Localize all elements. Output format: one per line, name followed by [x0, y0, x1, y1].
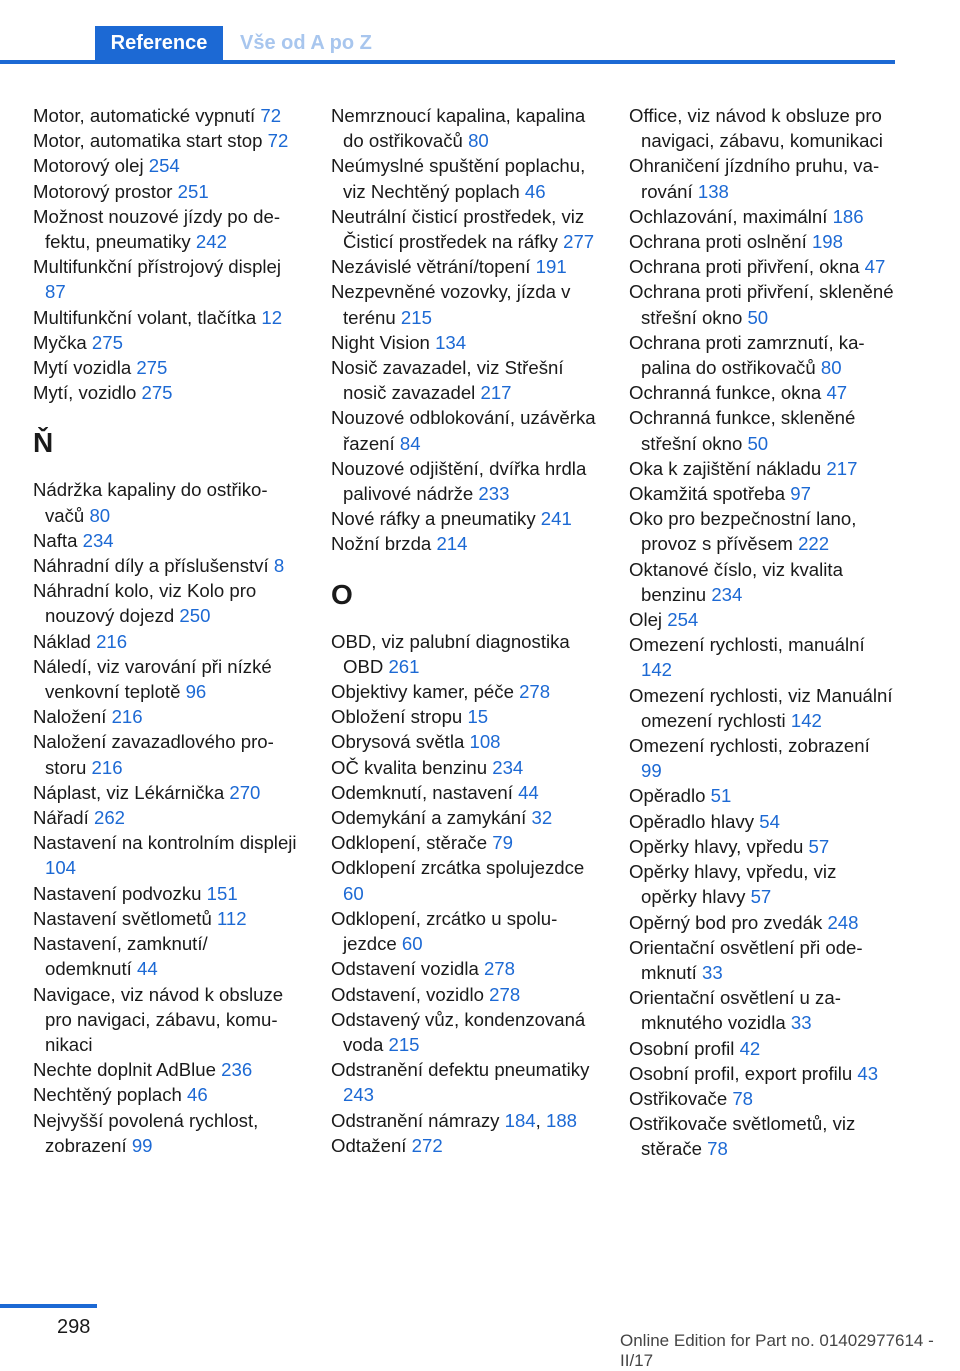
index-entry-term: Ostřikovače světlometů, viz stěrače — [629, 1113, 856, 1160]
page-reference-link[interactable]: 46 — [187, 1084, 208, 1106]
index-entry — [331, 679, 596, 704]
index-entry-term: Odstranění námrazy — [331, 1109, 500, 1131]
page-reference-link[interactable]: 191 — [535, 256, 567, 278]
index-entry — [331, 830, 596, 855]
footer-edition: Online Edition for Part no. 01402977614 - II/17 — [620, 1331, 934, 1370]
index-entry — [629, 1036, 894, 1061]
index-entry-term: Nezávislé větrání/topení — [331, 256, 531, 278]
page-reference-link[interactable]: 80 — [820, 357, 842, 379]
page-reference-link[interactable]: 15 — [467, 706, 489, 728]
index-entry — [33, 1057, 298, 1082]
page-reference-link[interactable]: 43 — [857, 1062, 879, 1084]
page-reference-link[interactable]: 78 — [732, 1087, 754, 1109]
index-entry — [331, 1057, 596, 1107]
index-entry-term: Odstavený vůz, kondenzovaná voda — [331, 1008, 586, 1055]
page-reference-link[interactable]: 60 — [401, 933, 423, 955]
page-reference-link[interactable]: 275 — [136, 357, 168, 379]
index-entry — [629, 103, 894, 153]
page-reference-link[interactable]: 47 — [826, 382, 848, 404]
page-reference-link[interactable]: 42 — [739, 1037, 761, 1059]
index-entry-term: Orientační osvětlení při odemknutí — [629, 936, 863, 983]
page-reference-link[interactable]: 80 — [468, 130, 489, 152]
index-entry — [33, 654, 298, 704]
page-reference-link[interactable]: 275 — [91, 331, 123, 353]
index-entry-term: Nafta — [33, 529, 78, 551]
section-letter: Ň — [33, 427, 54, 459]
page-reference-link[interactable]: 78 — [707, 1138, 728, 1160]
index-entry — [629, 1061, 894, 1086]
index-entry — [33, 380, 298, 405]
index-entry — [331, 982, 596, 1007]
page-reference-link[interactable]: 234 — [711, 583, 743, 605]
index-entry-term: Náhradní díly a příslušenství — [33, 555, 269, 577]
page-reference-link[interactable]: 12 — [261, 306, 283, 328]
index-entry — [33, 254, 298, 304]
page-reference-link[interactable]: 248 — [827, 911, 859, 933]
page-reference-link[interactable]: 241 — [540, 508, 572, 530]
page-reference-link[interactable]: 57 — [808, 835, 830, 857]
page-reference-link[interactable]: 44 — [137, 958, 158, 980]
page-reference-link[interactable]: 134 — [435, 331, 467, 353]
index-entry — [33, 982, 298, 1058]
index-entry-term: Náledí, viz varování při nízké venkovní teplotě — [33, 655, 272, 703]
index-entry-term: Nastavení světlometů — [33, 907, 212, 929]
index-entry — [33, 906, 298, 931]
index-entry — [629, 153, 894, 203]
index-entry-term: Motor, automatika start stop — [33, 130, 263, 152]
index-entry — [629, 910, 894, 935]
page-reference-link[interactable]: 236 — [221, 1059, 253, 1081]
page-reference-link[interactable]: 216 — [96, 630, 128, 652]
index-entry — [629, 405, 894, 455]
index-entry-term: Odklopení, stěrače — [331, 832, 488, 854]
index-entry — [629, 683, 894, 733]
page-reference-link[interactable]: 278 — [483, 958, 515, 980]
page-reference-link[interactable]: 184 — [504, 1109, 536, 1131]
index-entry — [331, 405, 596, 455]
index-entry — [331, 254, 596, 279]
index-entry — [331, 531, 596, 556]
index-entry-term: Multifunkční přístrojový displej — [33, 256, 282, 278]
index-entry-term: Odemknutí, nastavení — [331, 781, 513, 803]
index-entry — [331, 103, 596, 153]
index-entry — [629, 632, 894, 682]
header — [0, 0, 895, 64]
index-entry — [33, 805, 298, 830]
index-entry-term: Odklopení, zrcátko u spolujezdce — [331, 907, 558, 955]
page-reference-link[interactable]: 33 — [790, 1012, 812, 1034]
index-entry — [629, 456, 894, 481]
index-column-3 — [629, 103, 894, 1162]
page-reference-link[interactable]: 32 — [531, 807, 553, 829]
index-entry-term: Omezení rychlosti, zobrazení — [629, 735, 870, 757]
page-reference-link[interactable]: 108 — [469, 731, 501, 753]
index-entry — [331, 1133, 596, 1158]
index-entry-term: Oko pro bezpečnostní lano, provoz s přívěsem — [629, 508, 857, 555]
index-entry — [33, 1108, 298, 1158]
page-reference-link[interactable]: 217 — [480, 382, 512, 404]
page-reference-link[interactable]: 84 — [399, 432, 421, 454]
index-entry-term: Omezení rychlosti, manuální — [629, 634, 865, 656]
index-entry-term: Nastavení na kontrolním displeji — [33, 832, 297, 854]
index-entry — [331, 456, 596, 506]
index-entry-term: Ochlazování, maximální — [629, 205, 828, 227]
index-entry-term: Obrysová světla — [331, 731, 465, 753]
index-entry — [629, 204, 894, 229]
index-entry-term: Odtažení — [331, 1134, 407, 1156]
index-entry-term: Nouzové odblokování, uzávěrka řazení — [331, 407, 596, 454]
index-entry-term: Opěrky hlavy, vpředu, viz opěrky hlavy — [629, 861, 837, 908]
index-entry-term: Nožní brzda — [331, 533, 432, 555]
page-reference-link[interactable]: 278 — [519, 681, 551, 703]
index-entry — [629, 1086, 894, 1111]
page-reference-link[interactable]: 46 — [524, 180, 546, 202]
index-entry — [629, 330, 894, 380]
index-entry-term: Naložení — [33, 706, 107, 728]
page-reference-link[interactable]: 243 — [343, 1084, 375, 1106]
page-reference-link[interactable]: 8 — [273, 555, 285, 577]
index-entry — [33, 830, 298, 880]
page-reference-link[interactable]: 151 — [206, 882, 238, 904]
index-entry — [629, 607, 894, 632]
index-entry — [33, 179, 298, 204]
page-reference-link[interactable]: 44 — [518, 781, 539, 803]
index-entry — [331, 355, 596, 405]
index-entry-term: Nemrznoucí kapalina, kapalina do ostřikovačů — [331, 105, 586, 152]
index-entry-term: Oka k zajištění nákladu — [629, 457, 822, 479]
index-entry — [33, 128, 298, 153]
index-entry-term: Odstranění defektu pneumatiky — [331, 1059, 590, 1081]
index-entry-term: Opěradlo hlavy — [629, 810, 755, 832]
index-entry — [629, 229, 894, 254]
index-entry — [331, 704, 596, 729]
page-reference-link[interactable]: 214 — [436, 533, 468, 555]
page-reference-link[interactable]: 186 — [832, 205, 864, 227]
page-reference-link[interactable]: 80 — [89, 504, 111, 526]
index-entry-term: Nastavení podvozku — [33, 882, 202, 904]
index-entry — [33, 103, 298, 128]
section-letter: O — [331, 578, 353, 610]
index-entry-term: Omezení rychlosti, viz Manuální omezení rychlosti — [629, 684, 893, 731]
tab-reference[interactable]: Reference — [95, 26, 223, 60]
page-reference-link[interactable]: 278 — [489, 983, 521, 1005]
index-entry — [33, 931, 298, 981]
page-reference-link[interactable]: 50 — [747, 432, 769, 454]
index-entry-term: Ochrana proti přivření, skleněné střešní okno — [629, 281, 894, 328]
index-entry-term: Olej — [629, 609, 663, 631]
index-entry-term: Okamžitá spotřeba — [629, 483, 786, 505]
page-reference-link[interactable]: 87 — [45, 281, 66, 303]
index-entry-term: Nezpevněné vozovky, jízda v terénu — [331, 281, 571, 328]
index-entry-term: Opěrný bod pro zvedák — [629, 911, 823, 933]
page-reference-link[interactable]: 277 — [563, 231, 595, 253]
index-entry-term: Multifunkční volant, tlačítka — [33, 306, 257, 328]
index-entry — [331, 805, 596, 830]
page-reference-link[interactable]: 270 — [229, 781, 261, 803]
index-entry — [331, 629, 596, 679]
index-entry — [629, 506, 894, 556]
page-reference-link[interactable]: 138 — [697, 180, 729, 202]
page-reference-link[interactable]: 251 — [177, 180, 209, 202]
page-reference-link[interactable]: 57 — [750, 886, 772, 908]
index-entry-term: Neúmyslné spuštění poplachu, viz Nechtěný poplach — [331, 155, 586, 202]
index-entry-term: Nechtěný poplach — [33, 1084, 182, 1106]
page-reference-link[interactable]: 60 — [343, 882, 364, 904]
page-reference-link[interactable]: 54 — [759, 810, 780, 832]
index-entry-term: Naložení zavazadlového prostoru — [33, 731, 274, 778]
index-entry — [331, 780, 596, 805]
index-entry-term: Ochrana proti oslnění — [629, 231, 807, 253]
index-entry-term: Oktanové číslo, viz kvalita benzinu — [629, 558, 843, 605]
page-reference-link[interactable]: 275 — [141, 382, 173, 404]
index-entry — [629, 859, 894, 909]
index-entry — [629, 935, 894, 985]
index-entry — [331, 506, 596, 531]
tab-all-a-to-z[interactable]: Vše od A po Z — [240, 32, 372, 54]
index-entry-term: Nastavení, zamknutí/ odemknutí — [33, 933, 208, 980]
page-reference-link[interactable]: 50 — [747, 306, 769, 328]
index-entry-term: Night Vision — [331, 331, 430, 353]
index-entry — [33, 780, 298, 805]
index-entry-term: Osobní profil, export profilu — [629, 1062, 853, 1084]
header-rule — [0, 60, 895, 64]
index-entry — [331, 755, 596, 780]
index-entry — [33, 477, 298, 527]
index-entry-term: Ostřikovače — [629, 1087, 728, 1109]
page-reference-link[interactable]: 215 — [400, 306, 432, 328]
index-entry — [331, 153, 596, 203]
index-entry — [629, 481, 894, 506]
index-entry-term: Opěrky hlavy, vpředu — [629, 835, 804, 857]
page-reference-link[interactable]: 47 — [864, 256, 886, 278]
page-reference-link[interactable]: 216 — [91, 756, 123, 778]
page-reference-link[interactable]: 142 — [790, 709, 822, 731]
page-reference-link[interactable]: 79 — [492, 832, 513, 854]
index-entry — [629, 254, 894, 279]
index-entry-term: Opěradlo — [629, 785, 706, 807]
index-column-2 — [331, 103, 596, 1158]
page-reference-link[interactable]: 72 — [267, 130, 289, 152]
index-entry — [33, 553, 298, 578]
page-reference-link[interactable]: 215 — [388, 1033, 420, 1055]
index-entry-term: Motorový prostor — [33, 180, 173, 202]
index-entry — [33, 330, 298, 355]
index-column-1 — [33, 103, 298, 1158]
page-reference-link[interactable]: 97 — [790, 483, 811, 505]
index-entry-term: Nosič zavazadel, viz Střešní nosič zavazadel — [331, 357, 564, 404]
page-reference-link[interactable]: 217 — [826, 457, 858, 479]
index-entry — [33, 153, 298, 178]
index-entry — [331, 956, 596, 981]
index-entry — [33, 305, 298, 330]
page-reference-link[interactable]: 254 — [667, 609, 699, 631]
page-reference-link[interactable]: 234 — [82, 529, 114, 551]
index-entry-term: Motorový olej — [33, 155, 144, 177]
page-number-rule — [0, 1304, 97, 1308]
page-reference-link[interactable]: 233 — [478, 483, 510, 505]
index-entry — [331, 729, 596, 754]
index-entry — [33, 881, 298, 906]
page-reference-link[interactable]: 198 — [811, 231, 843, 253]
index-entry-term: Možnost nouzové jízdy po defektu, pneumatiky — [33, 205, 281, 253]
index-entry-term: Motor, automatické vypnutí — [33, 105, 256, 126]
index-entry — [629, 985, 894, 1035]
index-entry-term: Office, viz návod k obsluze pro navigaci, zábavu, komunikaci — [629, 105, 883, 152]
index-entry-term: Odklopení zrcátka spolujezdce — [331, 857, 585, 879]
index-entry-term: Nouzové odjištění, dvířka hrdla palivové nádrže — [331, 457, 587, 505]
page-reference-link[interactable]: 250 — [179, 605, 211, 627]
index-entry — [629, 557, 894, 607]
index-entry-term: Náplast, viz Lékárnička — [33, 781, 225, 803]
index-entry-term: Odstavení vozidla — [331, 958, 479, 980]
page-reference-link[interactable]: 72 — [260, 105, 282, 126]
index-entry — [33, 578, 298, 628]
page-reference-link[interactable]: 99 — [641, 760, 662, 782]
page-reference-link[interactable]: 234 — [492, 756, 524, 778]
page-reference-link[interactable]: 96 — [185, 681, 207, 703]
index-entry-term: Ochranná funkce, skleněné střešní okno — [629, 407, 856, 454]
index-entry — [629, 783, 894, 808]
page-reference-link[interactable]: 261 — [388, 655, 420, 677]
page-reference-link[interactable]: 272 — [411, 1134, 443, 1156]
index-entry-term: Odemykání a zamykání — [331, 807, 527, 829]
index-entry — [33, 1082, 298, 1107]
index-entry-term: Náhradní kolo, viz Kolo pro nouzový dojezd — [33, 580, 257, 627]
index-entry — [33, 629, 298, 654]
index-entry — [629, 809, 894, 834]
index-entry — [331, 279, 596, 329]
index-entry — [629, 733, 894, 783]
index-entry-term: Náklad — [33, 630, 91, 652]
page-reference-link[interactable]: 33 — [701, 961, 723, 983]
index-entry — [629, 380, 894, 405]
index-entry-term: Osobní profil — [629, 1037, 735, 1059]
index-entry-term: Nejvyšší povolená rychlost, zobrazení — [33, 1109, 259, 1156]
index-entry-term: Myčka — [33, 331, 87, 353]
page-reference-link[interactable]: 262 — [93, 807, 126, 829]
index-entry — [331, 330, 596, 355]
index-entry-term: Mytí vozidla — [33, 357, 132, 379]
index-entry — [629, 834, 894, 859]
page-reference-link[interactable]: 254 — [148, 155, 180, 177]
page-reference-link[interactable]: 142 — [641, 659, 673, 681]
index-entry — [629, 279, 894, 329]
index-entry-term: Nové ráfky a pneumatiky — [331, 508, 536, 530]
page-reference-link[interactable]: 188 — [546, 1109, 578, 1131]
index-entry — [33, 204, 298, 254]
index-entry-term: Ohraničení jízdního pruhu, varování — [629, 155, 880, 202]
index-entry-term: Odstavení, vozidlo — [331, 983, 484, 1005]
page-reference-link[interactable]: 222 — [798, 533, 830, 555]
page-reference-link[interactable]: 216 — [111, 706, 143, 728]
index-entry-term: Objektivy kamer, péče — [331, 681, 514, 703]
index-entry-term: OČ kvalita benzinu — [331, 756, 488, 778]
index-entry-term: OBD, viz palubní diagnostika OBD — [331, 630, 570, 677]
page-number: 298 — [57, 1316, 91, 1338]
page-reference-link[interactable]: 112 — [216, 907, 247, 929]
index-entry — [33, 355, 298, 380]
index-entry-term: Navigace, viz návod k obsluze pro navigaci, zábavu, komunikaci — [33, 983, 284, 1055]
index-entry-term: Nechte doplnit AdBlue — [33, 1059, 216, 1081]
index-entry-term: Orientační osvětlení u zamknutého vozidla — [629, 987, 841, 1034]
index-entry — [629, 1111, 894, 1161]
index-entry-term: Nádržka kapaliny do ostřikovačů — [33, 479, 268, 526]
index-entry-term: Obložení stropu — [331, 706, 463, 728]
index-entry-term: Mytí, vozidlo — [33, 382, 137, 404]
index-entry-term: Nářadí — [33, 807, 89, 829]
page-reference-link[interactable]: 99 — [131, 1134, 153, 1156]
index-entry — [33, 528, 298, 553]
index-entry — [331, 1007, 596, 1057]
index-entry — [331, 906, 596, 956]
index-entry: Odstranění námrazy 184, 188 — [331, 1109, 578, 1131]
page-reference-link[interactable]: 104 — [45, 857, 77, 879]
index-entry — [33, 704, 298, 729]
index-entry-term: Ochrana proti zamrznutí, kapalina do ostřikovačů — [629, 331, 865, 379]
index-entry-term: Neutrální čisticí prostředek, viz Čisticí prostředek na ráfky — [331, 205, 585, 253]
index-entry — [331, 855, 596, 905]
index-entry — [33, 729, 298, 779]
index-entry — [331, 204, 596, 254]
index-entry-term: Ochrana proti přivření, okna — [629, 256, 860, 278]
index-entry-term: Ochranná funkce, okna — [629, 382, 822, 404]
page-reference-link[interactable]: 51 — [710, 785, 732, 807]
page-reference-link[interactable]: 242 — [195, 231, 227, 253]
